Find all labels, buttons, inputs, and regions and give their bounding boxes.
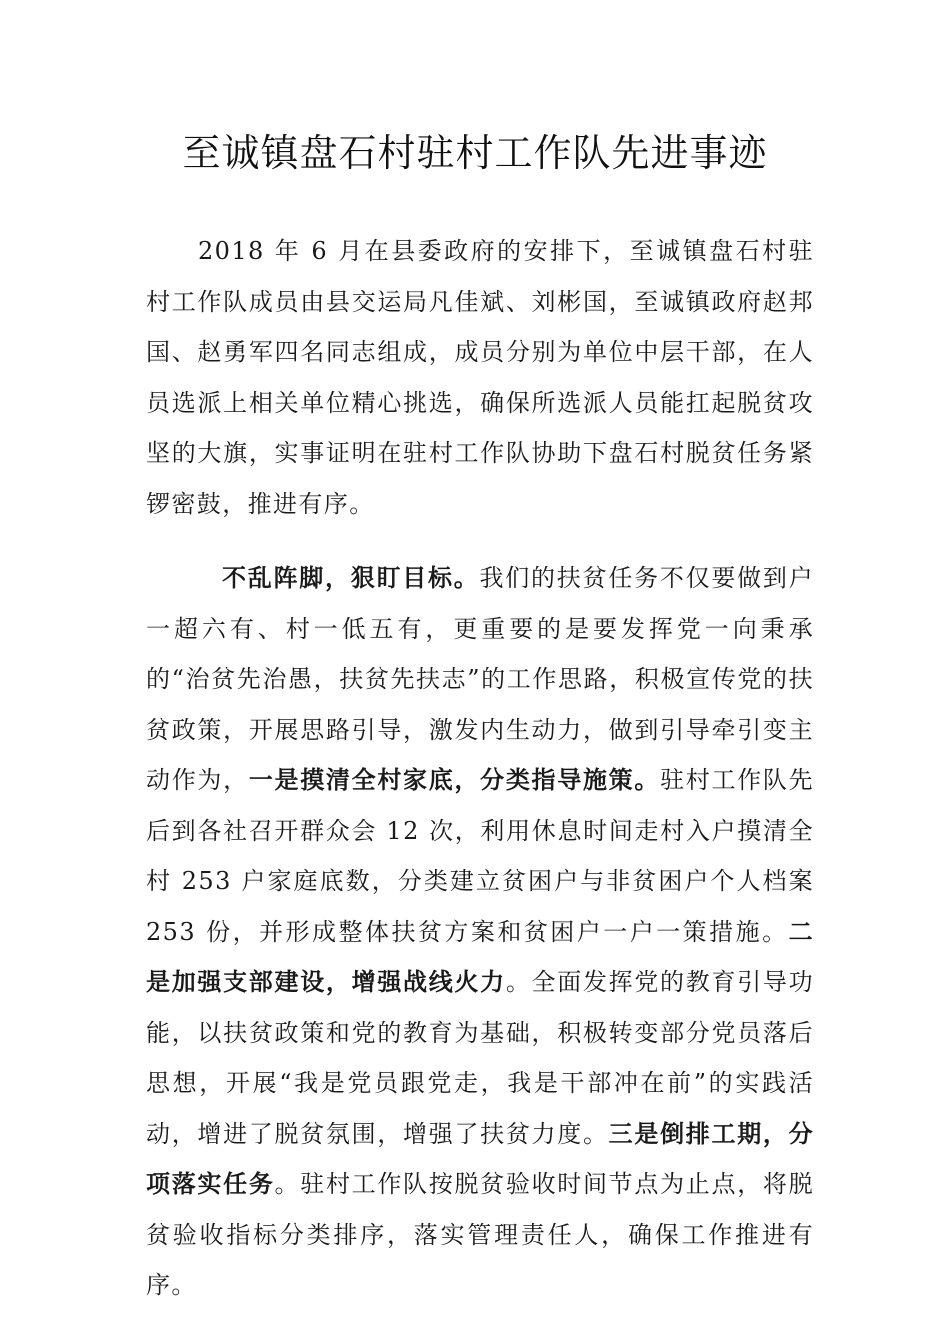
point-one-text: 驻村工作队先后到各社召开群众会 12 次，利用休息时间走村入户摸清全村 253 户家庭底数，分类建立贫困户与非贫困户个人档案 253 份，并形成整体扶贫方案和贫困户一户一策措施。 [146,766,814,946]
paragraph-intro: 2018 年 6 月在县委政府的安排下，至诚镇盘石村驻村工作队成员由县交运局凡佳斌、刘彬国，至诚镇政府赵邦国、赵勇军四名同志组成，成员分别为单位中层干部，在人员选派上相关单位精心挑选，确保所选派人员能扛起脱贫攻坚的大旗，实事证明在驻村工作队协助下盘石村脱贫任务紧锣密鼓，推进有序。 [146,237,814,518]
point-three-text: 。驻村工作队按脱贫验收时间节点为止点，将脱贫验收指标分类排序，落实管理责任人，确保工作推进有序。 [146,1170,815,1299]
point-two-text: 。全面发挥党的教育引导功能，以扶贫政策和党的教育为基础，积极转变部分党员落后思想，开展“我是党员跟党走，我是干部冲在前”的实践活动，增进了脱贫氛围，增强了扶贫力度。 [146,968,814,1148]
paragraph-text: 我们的扶贫任务不仅要做到户一超六有、村一低五有，更重要的是要发挥党一向秉承的“治贫先治愚，扶贫先扶志”的工作思路，积极宣传党的扶贫政策，开展思路引导，激发内生动力，做到引导牵引变主动作为， [146,564,814,794]
paragraph-heading: 不乱阵脚，狠盯目标。 [222,564,480,592]
document-title: 至诚镇盘石村驻村工作队先进事迹 [182,131,768,175]
document-body [146,226,814,1311]
paragraph-achievements [146,553,814,1311]
point-three-heading: 三是倒排工期，分项落实任务 [146,1119,814,1198]
point-two-heading: 二是加强支部建设，增强战线火力 [146,917,814,996]
point-one-heading: 一是摸清全村家底，分类指导施策。 [248,766,661,794]
